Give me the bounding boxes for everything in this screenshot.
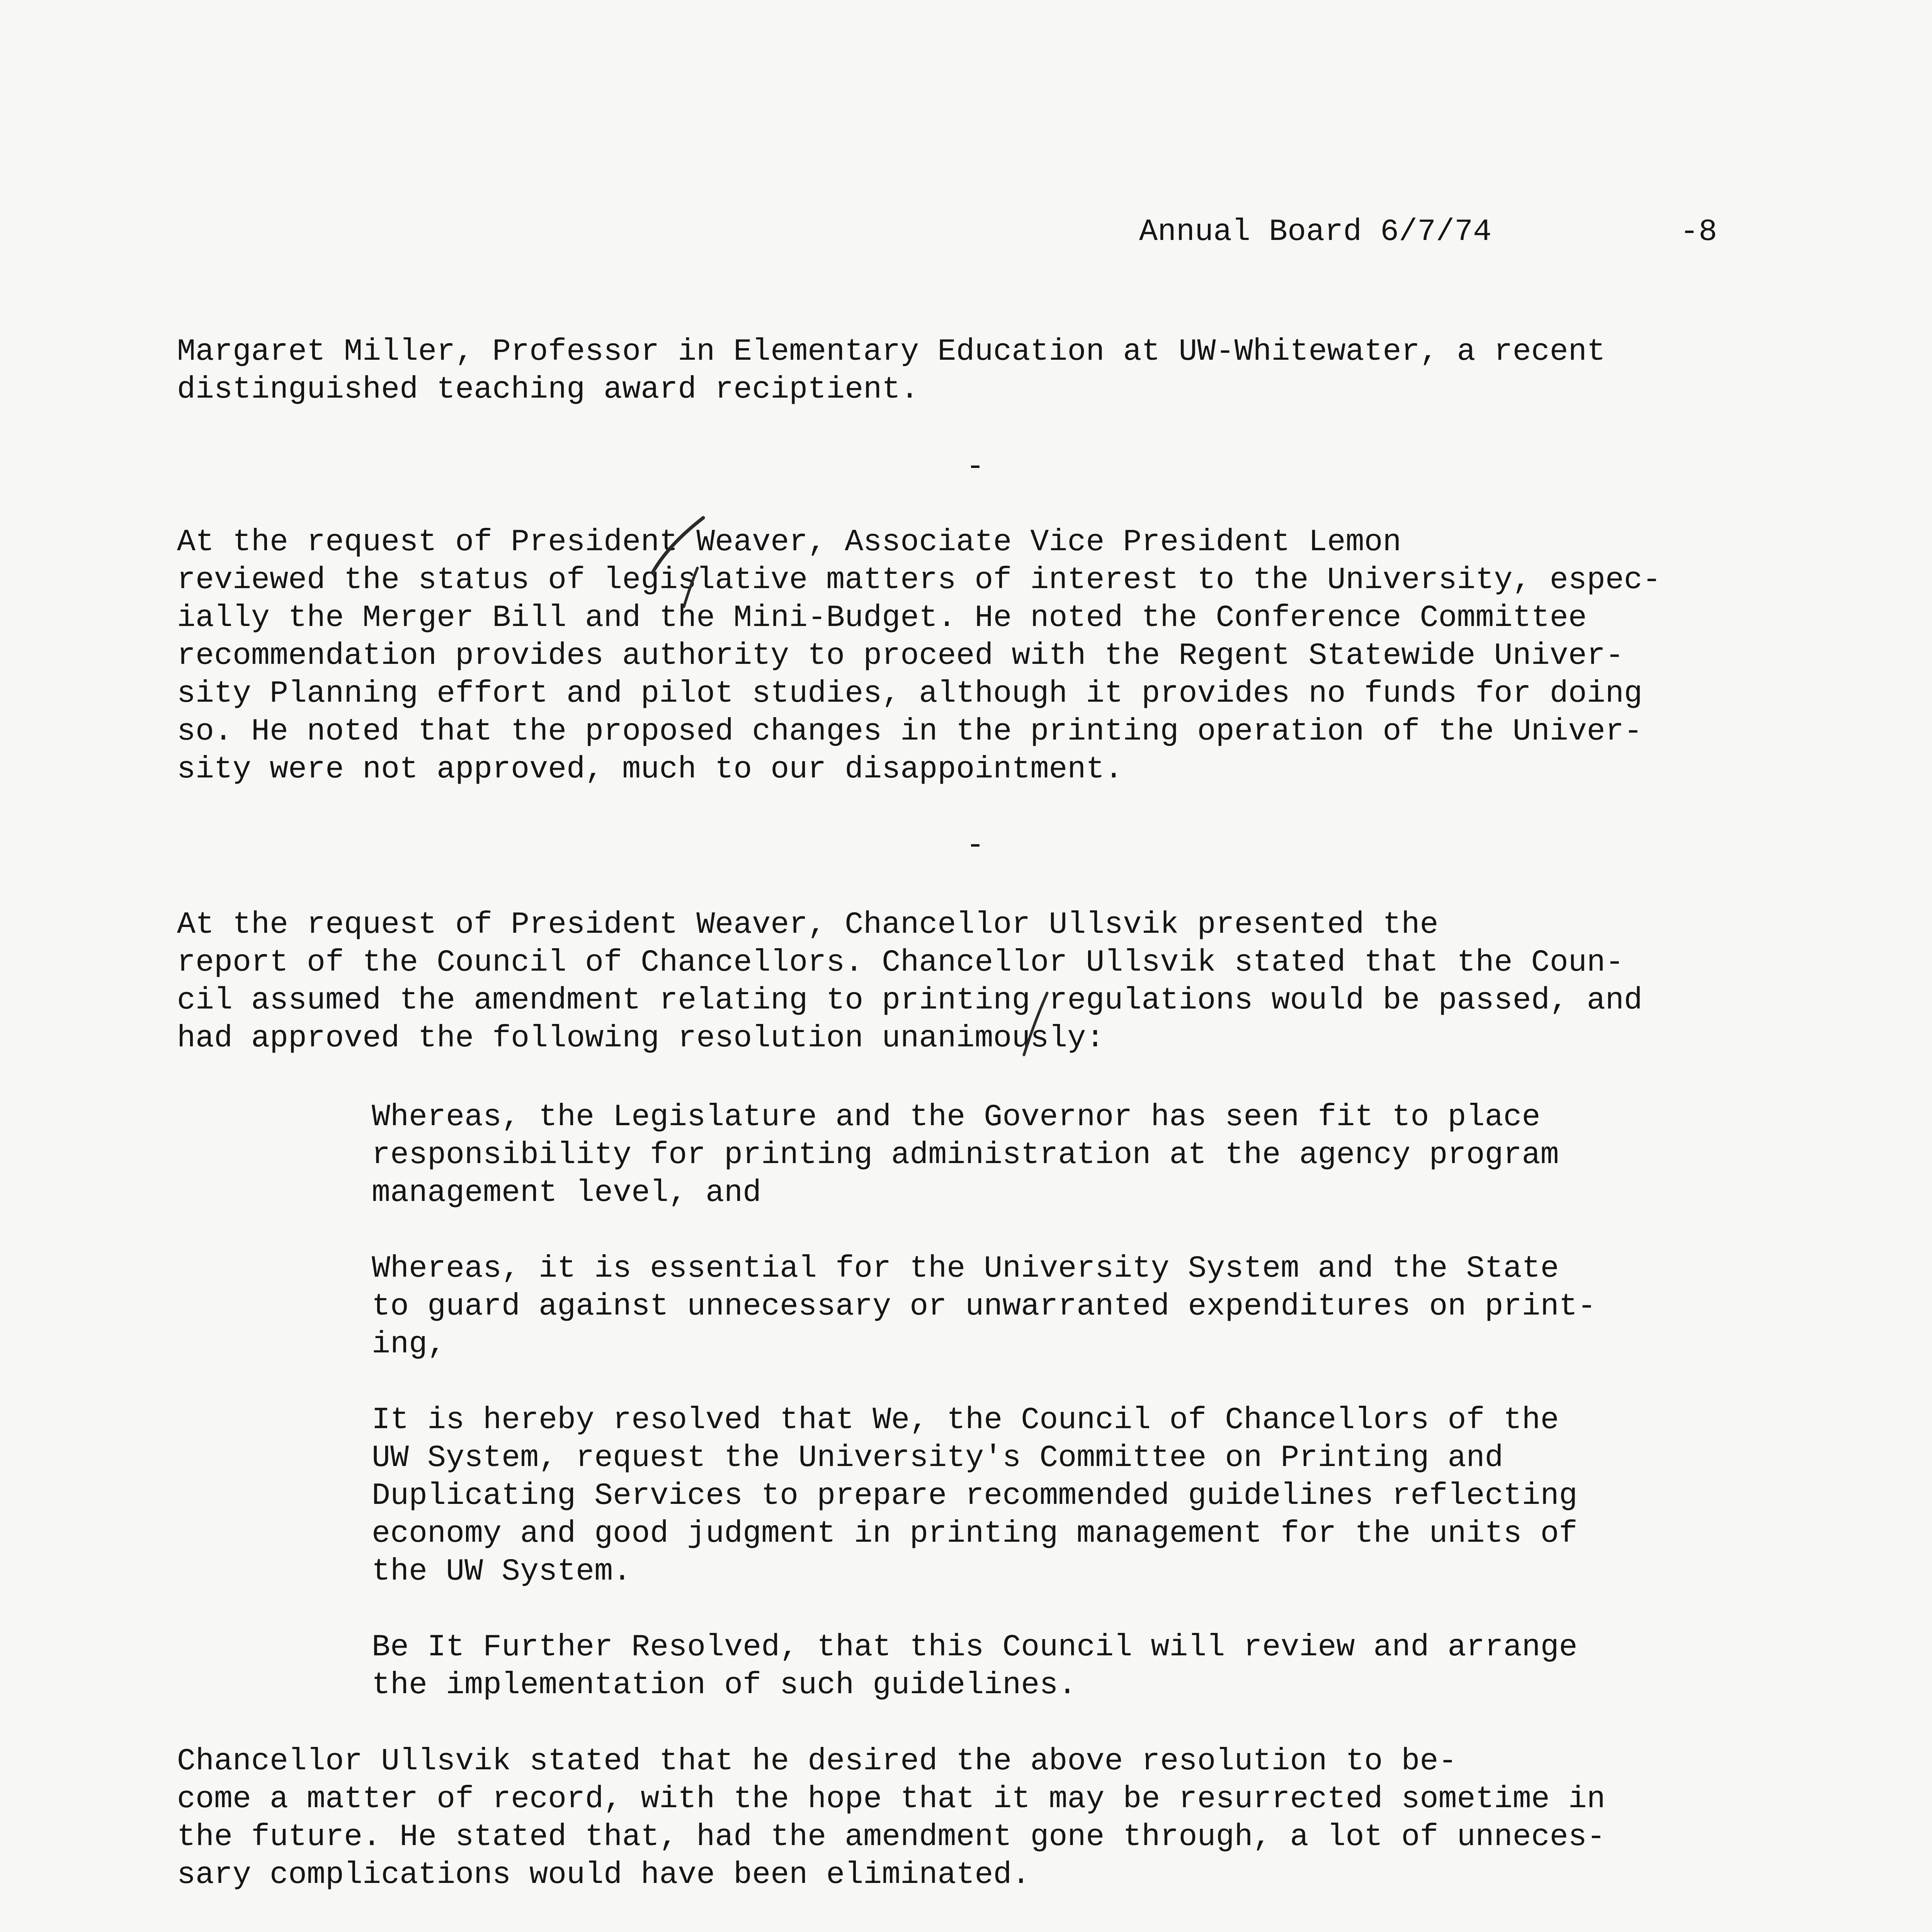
paragraph-line: sity Planning effort and pilot studies, although it provides no funds for doing: [177, 676, 1643, 711]
resolution-line: UW System, request the University's Committee on Printing and: [372, 1440, 1503, 1476]
paragraph-line: cil assumed the amendment relating to printing regulations would be passed, and: [177, 983, 1643, 1018]
paragraph-line: sary complications would have been eliminated.: [177, 1857, 1031, 1893]
resolution-line: It is hereby resolved that We, the Council of Chancellors of the: [372, 1403, 1559, 1438]
resolution-line: Whereas, the Legislature and the Governor has seen fit to place: [372, 1100, 1541, 1135]
paragraph-line: report of the Council of Chancellors. Chancellor Ullsvik stated that the Coun-: [177, 945, 1624, 980]
paragraph-line: recommendation provides authority to proceed with the Regent Statewide Univer-: [177, 638, 1624, 673]
resolution-line: Whereas, it is essential for the University System and the State: [372, 1251, 1559, 1286]
resolution-line: the UW System.: [372, 1554, 632, 1589]
paragraph-line: reviewed the status of legislative matters of interest to the University, espec-: [177, 563, 1661, 598]
paragraph-line: distinguished teaching award reciptient.: [177, 372, 919, 407]
paragraph-line: At the request of President Weaver, Chancellor Ullsvik presented the: [177, 907, 1439, 942]
resolution-line: ing,: [372, 1327, 446, 1362]
header-page-number: -8: [1680, 214, 1718, 250]
paragraph-line: sity were not approved, much to our disappointment.: [177, 752, 1123, 787]
resolution-line: to guard against unnecessary or unwarranted expenditures on print-: [372, 1289, 1596, 1324]
resolution-line: economy and good judgment in printing management for the units of: [372, 1516, 1578, 1551]
paragraph-line: so. He noted that the proposed changes in the printing operation of the Univer-: [177, 714, 1643, 749]
paragraph-line: Margaret Miller, Professor in Elementary Education at UW-Whitewater, a recent: [177, 334, 1605, 369]
section-separator: -: [966, 828, 985, 863]
paragraph-line: come a matter of record, with the hope that it may be resurrected sometime in: [177, 1782, 1605, 1817]
resolution-line: Duplicating Services to prepare recommended guidelines reflecting: [372, 1478, 1578, 1514]
paragraph-line: had approved the following resolution unanimously:: [177, 1021, 1105, 1056]
resolution-line: management level, and: [372, 1175, 762, 1211]
resolution-line: Be It Further Resolved, that this Council will review and arrange: [372, 1630, 1578, 1665]
paragraph-line: At the request of President Weaver, Associate Vice President Lemon: [177, 525, 1401, 560]
resolution-line: the implementation of such guidelines.: [372, 1668, 1077, 1703]
paragraph-line: the future. He stated that, had the amendment gone through, a lot of unneces-: [177, 1820, 1605, 1855]
paragraph-line: Chancellor Ullsvik stated that he desired the above resolution to be-: [177, 1744, 1457, 1779]
resolution-line: responsibility for printing administration at the agency program: [372, 1138, 1559, 1173]
paragraph-line: ially the Merger Bill and the Mini-Budget. He noted the Conference Committee: [177, 600, 1587, 636]
section-separator: -: [966, 449, 985, 485]
running-header: Annual Board 6/7/74: [1139, 214, 1492, 250]
